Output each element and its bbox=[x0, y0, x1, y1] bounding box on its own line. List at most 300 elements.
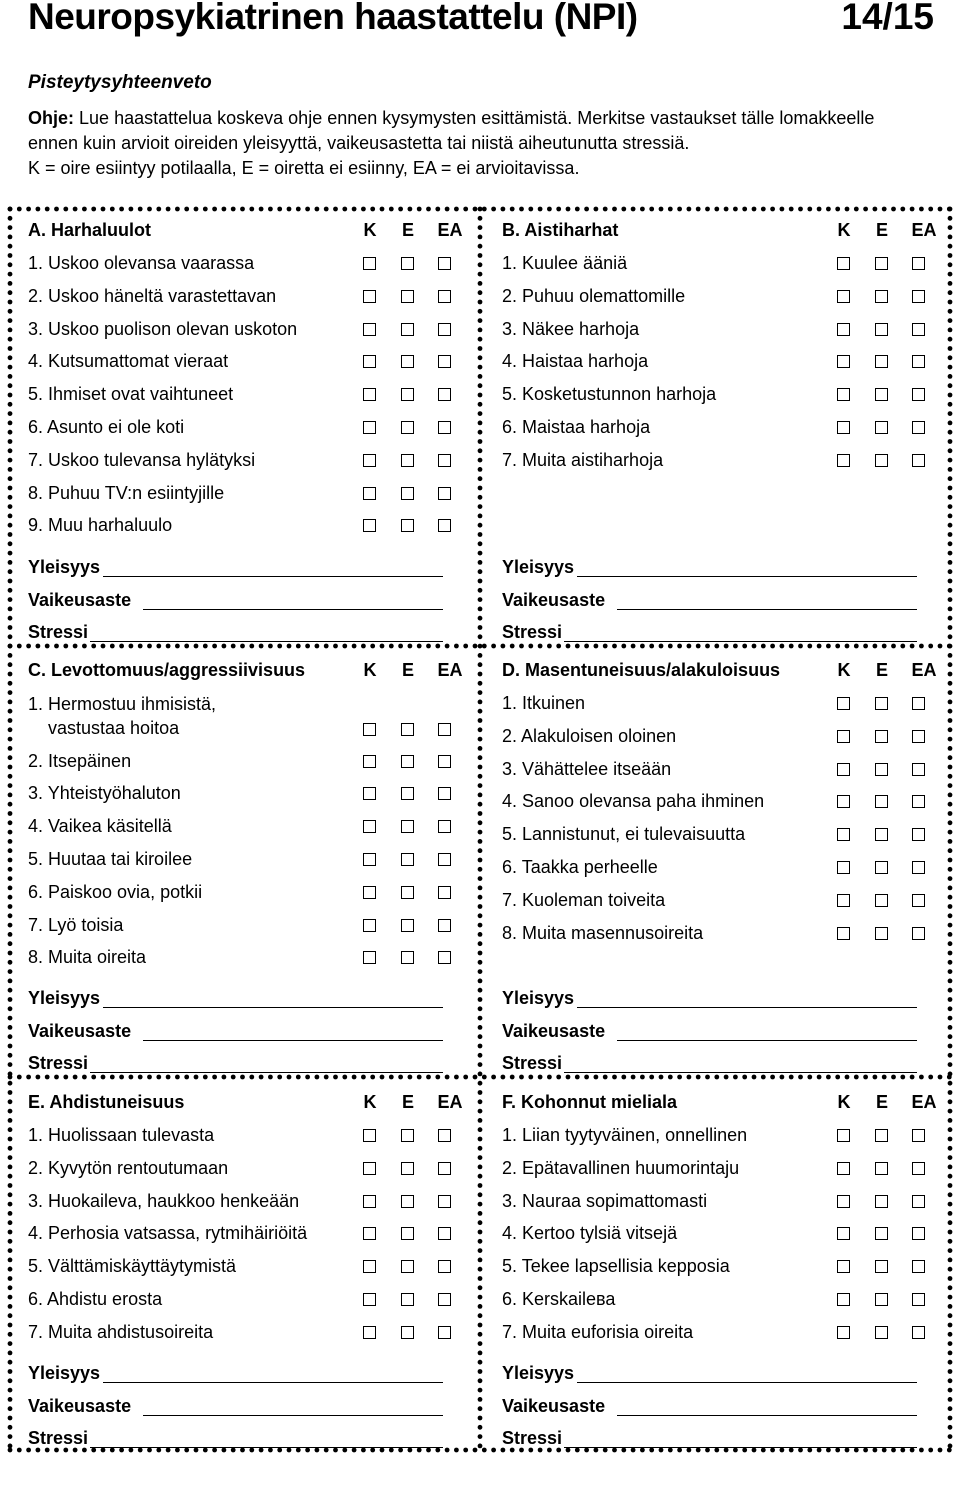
checkbox-e[interactable] bbox=[875, 828, 888, 841]
checkbox-e[interactable] bbox=[401, 820, 414, 833]
section-title: A. Harhaluulot bbox=[28, 220, 152, 240]
item-label: 5. Tekee lapsellisia kepposia bbox=[502, 1256, 730, 1277]
checkbox-e[interactable] bbox=[875, 355, 888, 368]
checkbox-k[interactable] bbox=[363, 755, 376, 768]
checkbox-e[interactable] bbox=[875, 894, 888, 907]
checkbox-e[interactable] bbox=[401, 1293, 414, 1306]
list-item bbox=[502, 1222, 932, 1248]
column-header-ea: EA bbox=[437, 220, 463, 240]
column-header-e: E bbox=[875, 220, 888, 240]
checkbox-ea[interactable] bbox=[438, 755, 451, 768]
checkbox-k[interactable] bbox=[363, 257, 376, 270]
checkbox-e[interactable] bbox=[875, 1129, 888, 1142]
item-label: 7. Muita euforisia oireita bbox=[502, 1321, 694, 1342]
checkbox-ea[interactable] bbox=[912, 388, 925, 401]
item-label: 8. Puhuu TV:n esiintyjille bbox=[28, 482, 225, 503]
item-label: 2. Alakuloisen oloinen bbox=[502, 725, 677, 746]
checkbox-ea[interactable] bbox=[438, 1129, 451, 1142]
checkbox-k[interactable] bbox=[363, 355, 376, 368]
checkbox-e[interactable] bbox=[401, 1195, 414, 1208]
checkbox-e[interactable] bbox=[875, 1227, 888, 1240]
checkbox-k[interactable] bbox=[837, 1195, 850, 1208]
item-label: 4. Sanoo olevansa paha ihminen bbox=[502, 791, 765, 812]
item-label: 1. Kuulee ääniä bbox=[502, 253, 628, 273]
checkbox-ea[interactable] bbox=[438, 257, 451, 270]
item-label: 6. Paiskoo ovia, potkii bbox=[28, 881, 203, 902]
rating-label: Yleisyys bbox=[502, 1363, 575, 1383]
item-label: 5. Huutaa tai kiroilee bbox=[28, 848, 193, 869]
checkbox-ea[interactable] bbox=[912, 257, 925, 270]
checkbox-ea[interactable] bbox=[438, 1260, 451, 1273]
rating-label: Vaikeusaste bbox=[28, 1020, 132, 1041]
rating-input-line[interactable] bbox=[564, 1072, 917, 1073]
checkbox-k[interactable] bbox=[837, 1227, 850, 1240]
checkbox-k[interactable] bbox=[363, 787, 376, 800]
list-item bbox=[502, 856, 932, 882]
rating-label: Yleisyys bbox=[28, 557, 101, 577]
list-item bbox=[502, 449, 932, 475]
rating-label: Vaikeusaste bbox=[502, 1020, 606, 1041]
checkbox-ea[interactable] bbox=[438, 487, 451, 500]
rating-severity bbox=[28, 590, 448, 616]
item-label: 6. Taakka perheelle bbox=[502, 857, 658, 877]
checkbox-e[interactable] bbox=[401, 454, 414, 467]
rating-input-line[interactable] bbox=[577, 576, 917, 577]
item-label: 1. Huolissaan tulevasta bbox=[28, 1125, 215, 1145]
section-title: B. Aistiharhat bbox=[502, 220, 619, 240]
rating-input-line[interactable] bbox=[103, 1007, 443, 1008]
checkbox-e[interactable] bbox=[875, 1293, 888, 1306]
rating-input-line[interactable] bbox=[90, 1447, 443, 1448]
checkbox-e[interactable] bbox=[875, 1326, 888, 1339]
column-header-e: E bbox=[401, 1092, 414, 1112]
checkbox-e[interactable] bbox=[875, 1162, 888, 1175]
rating-stress bbox=[502, 1053, 922, 1079]
item-label: 8. Muita oireita bbox=[28, 947, 147, 968]
rating-severity bbox=[28, 1396, 448, 1422]
checkbox-ea[interactable] bbox=[438, 1162, 451, 1175]
list-item bbox=[502, 1124, 932, 1150]
item-label: 7. Muita ahdistusoireita bbox=[28, 1321, 214, 1342]
checkbox-e[interactable] bbox=[401, 755, 414, 768]
rating-label: Vaikeusaste bbox=[502, 589, 606, 610]
checkbox-e[interactable] bbox=[401, 787, 414, 800]
section-a bbox=[28, 220, 463, 642]
item-label-line-1: 1. Hermostuu ihmisistä, bbox=[28, 694, 217, 714]
checkbox-ea[interactable] bbox=[912, 927, 925, 940]
checkbox-k[interactable] bbox=[837, 290, 850, 303]
rating-label: Vaikeusaste bbox=[502, 1395, 606, 1416]
checkbox-e[interactable] bbox=[875, 454, 888, 467]
checkbox-ea[interactable] bbox=[438, 787, 451, 800]
list-item bbox=[28, 482, 458, 508]
list-item bbox=[502, 1157, 932, 1183]
checkbox-k[interactable] bbox=[837, 1326, 850, 1339]
checkbox-k[interactable] bbox=[837, 894, 850, 907]
item-label: 3. Näkee harhoja bbox=[502, 318, 640, 339]
checkbox-e[interactable] bbox=[401, 1326, 414, 1339]
item-label: 5. Ihmiset ovat vaihtuneet bbox=[28, 384, 234, 405]
checkbox-k[interactable] bbox=[837, 861, 850, 874]
list-item bbox=[502, 889, 932, 915]
list-item bbox=[28, 514, 458, 540]
checkbox-ea[interactable] bbox=[912, 1162, 925, 1175]
instructions-line-3: K = oire esiintyy potilaalla, E = oiretta ei esiinny, EA = ei arvioitavissa. bbox=[28, 158, 580, 178]
rating-input-line[interactable] bbox=[143, 1040, 443, 1041]
checkbox-k[interactable] bbox=[363, 1162, 376, 1175]
checkbox-e[interactable] bbox=[875, 323, 888, 336]
item-label: 7. Uskoo tulevansa hylätyksi bbox=[28, 449, 256, 470]
checkbox-k[interactable] bbox=[363, 1260, 376, 1273]
list-item bbox=[28, 815, 458, 841]
checkbox-e[interactable] bbox=[401, 886, 414, 899]
checkbox-e[interactable] bbox=[401, 519, 414, 532]
rating-severity bbox=[502, 1396, 922, 1422]
checkbox-k[interactable] bbox=[363, 723, 376, 736]
list-item bbox=[28, 252, 458, 278]
item-label: 2. Itsepäinen bbox=[28, 750, 132, 771]
checkbox-e[interactable] bbox=[875, 927, 888, 940]
checkbox-ea[interactable] bbox=[438, 919, 451, 932]
checkbox-ea[interactable] bbox=[912, 454, 925, 467]
checkbox-ea[interactable] bbox=[912, 861, 925, 874]
item-label: 3. Uskoo puolison olevan uskoton bbox=[28, 318, 298, 339]
column-header-k: K bbox=[363, 220, 377, 240]
rating-severity bbox=[28, 1021, 448, 1047]
checkbox-k[interactable] bbox=[837, 795, 850, 808]
checkbox-k[interactable] bbox=[363, 1227, 376, 1240]
checkbox-ea[interactable] bbox=[912, 697, 925, 710]
checkbox-ea[interactable] bbox=[438, 723, 451, 736]
checkbox-e[interactable] bbox=[401, 1129, 414, 1142]
checkbox-ea[interactable] bbox=[912, 795, 925, 808]
checkbox-ea[interactable] bbox=[912, 1260, 925, 1273]
checkbox-k[interactable] bbox=[837, 730, 850, 743]
checkbox-e[interactable] bbox=[875, 861, 888, 874]
checkbox-k[interactable] bbox=[363, 1129, 376, 1142]
checkbox-ea[interactable] bbox=[438, 853, 451, 866]
list-item bbox=[28, 1255, 458, 1281]
list-item bbox=[28, 848, 458, 874]
rating-input-line[interactable] bbox=[143, 1415, 443, 1416]
item-label: 4. Haistaa harhoja bbox=[502, 351, 649, 372]
checkbox-k[interactable] bbox=[363, 919, 376, 932]
checkbox-ea[interactable] bbox=[912, 290, 925, 303]
checkbox-k[interactable] bbox=[363, 487, 376, 500]
rating-input-line[interactable] bbox=[103, 576, 443, 577]
instructions-line-2: ennen kuin arvioit oireiden yleisyyttä, vaikeusastetta tai niistä aiheutunutta stressiä. bbox=[28, 133, 690, 153]
checkbox-k[interactable] bbox=[837, 828, 850, 841]
column-header-e: E bbox=[875, 1092, 888, 1112]
checkbox-k[interactable] bbox=[837, 697, 850, 710]
list-item bbox=[28, 914, 458, 940]
checkbox-k[interactable] bbox=[363, 886, 376, 899]
item-label: 8. Muita masennusoireita bbox=[502, 922, 704, 943]
checkbox-k[interactable] bbox=[837, 454, 850, 467]
list-item bbox=[28, 782, 458, 808]
item-label: 3. Vähättelee itseään bbox=[502, 758, 672, 779]
item-label: 6. Kerskailева bbox=[502, 1289, 616, 1309]
checkbox-ea[interactable] bbox=[912, 355, 925, 368]
page-header bbox=[28, 0, 938, 50]
list-item bbox=[28, 1288, 458, 1314]
item-label-line-2: vastustaa hoitoa bbox=[48, 718, 180, 738]
checkbox-k[interactable] bbox=[363, 1195, 376, 1208]
instructions-line-1: Lue haastattelua koskeva ohje ennen kysymysten esittämistä. Merkitse vastaukset tälle lomakkeelle bbox=[79, 108, 875, 128]
checkbox-e[interactable] bbox=[401, 487, 414, 500]
checkbox-e[interactable] bbox=[875, 730, 888, 743]
checkbox-e[interactable] bbox=[875, 1260, 888, 1273]
checkbox-k[interactable] bbox=[837, 421, 850, 434]
page-subtitle: Pisteytysyhteenveto bbox=[28, 72, 212, 93]
checkbox-k[interactable] bbox=[837, 355, 850, 368]
list-item bbox=[28, 318, 458, 344]
column-header-ea: EA bbox=[437, 660, 463, 680]
item-label: 9. Muu harhaluulo bbox=[28, 515, 173, 536]
rating-stress bbox=[502, 622, 922, 648]
rating-label: Yleisyys bbox=[502, 557, 575, 577]
list-item bbox=[502, 383, 932, 409]
checkbox-ea[interactable] bbox=[438, 1293, 451, 1306]
checkbox-ea[interactable] bbox=[438, 886, 451, 899]
item-label: 2. Puhuu olemattomille bbox=[502, 285, 686, 306]
item-label: 4. Perhosia vatsassa, rytmihäiriöitä bbox=[28, 1223, 308, 1244]
rating-frequency bbox=[502, 988, 922, 1014]
rating-severity bbox=[502, 590, 922, 616]
checkbox-k[interactable] bbox=[363, 290, 376, 303]
checkbox-ea[interactable] bbox=[438, 388, 451, 401]
checkbox-ea[interactable] bbox=[912, 894, 925, 907]
rating-label: Stressi bbox=[502, 1053, 563, 1073]
item-label: 5. Välttämiskäyttäytymistä bbox=[28, 1256, 237, 1277]
checkbox-ea[interactable] bbox=[912, 323, 925, 336]
rating-label: Yleisyys bbox=[502, 988, 575, 1008]
list-item bbox=[502, 1321, 932, 1347]
rating-stress bbox=[28, 622, 448, 648]
item-label: 7. Muita aistiharhoja bbox=[502, 449, 664, 470]
rating-label: Stressi bbox=[502, 622, 563, 642]
rating-input-line[interactable] bbox=[577, 1382, 917, 1383]
rating-stress bbox=[502, 1428, 922, 1454]
list-item bbox=[502, 725, 932, 751]
checkbox-e[interactable] bbox=[401, 1260, 414, 1273]
column-header-ea: EA bbox=[437, 1092, 463, 1112]
checkbox-ea[interactable] bbox=[912, 1227, 925, 1240]
checkbox-k[interactable] bbox=[363, 951, 376, 964]
list-item bbox=[28, 350, 458, 376]
rating-input-line[interactable] bbox=[564, 641, 917, 642]
checkbox-e[interactable] bbox=[401, 257, 414, 270]
checkbox-e[interactable] bbox=[875, 290, 888, 303]
checkbox-ea[interactable] bbox=[912, 1293, 925, 1306]
checkbox-k[interactable] bbox=[363, 388, 376, 401]
item-label: 4. Kutsumattomat vieraat bbox=[28, 351, 229, 372]
checkbox-ea[interactable] bbox=[912, 1129, 925, 1142]
checkbox-ea[interactable] bbox=[912, 763, 925, 776]
checkbox-e[interactable] bbox=[875, 763, 888, 776]
checkbox-ea[interactable] bbox=[438, 323, 451, 336]
rating-input-line[interactable] bbox=[617, 1415, 917, 1416]
item-label: 4. Kertoo tylsiä vitsejä bbox=[502, 1223, 678, 1244]
checkbox-k[interactable] bbox=[363, 853, 376, 866]
list-item bbox=[502, 318, 932, 344]
checkbox-ea[interactable] bbox=[438, 355, 451, 368]
list-item bbox=[28, 1157, 458, 1183]
checkbox-k[interactable] bbox=[837, 1260, 850, 1273]
list-item bbox=[28, 449, 458, 475]
checkbox-ea[interactable] bbox=[438, 454, 451, 467]
rating-frequency bbox=[502, 1363, 922, 1389]
checkbox-e[interactable] bbox=[401, 290, 414, 303]
list-item bbox=[28, 1222, 458, 1248]
list-item bbox=[502, 350, 932, 376]
checkbox-k[interactable] bbox=[363, 421, 376, 434]
rating-label: Yleisyys bbox=[28, 988, 101, 1008]
rating-frequency bbox=[28, 988, 448, 1014]
item-label: 5. Lannistunut, ei tulevaisuutta bbox=[502, 824, 746, 845]
checkbox-e[interactable] bbox=[401, 388, 414, 401]
checkbox-ea[interactable] bbox=[438, 1326, 451, 1339]
checkbox-e[interactable] bbox=[875, 697, 888, 710]
list-item bbox=[28, 946, 458, 972]
item-label: 6. Ahdistu erosta bbox=[28, 1289, 163, 1309]
checkbox-e[interactable] bbox=[401, 421, 414, 434]
checkbox-e[interactable] bbox=[401, 323, 414, 336]
list-item bbox=[28, 416, 458, 442]
rating-input-line[interactable] bbox=[617, 609, 917, 610]
page-title: Neuropsykiatrinen haastattelu (NPI) bbox=[28, 0, 638, 37]
section-c bbox=[28, 660, 463, 1080]
list-item bbox=[502, 758, 932, 784]
rating-frequency bbox=[502, 557, 922, 583]
section-title: E. Ahdistuneisuus bbox=[28, 1092, 185, 1112]
checkbox-e[interactable] bbox=[875, 388, 888, 401]
column-header-k: K bbox=[363, 1092, 377, 1112]
checkbox-k[interactable] bbox=[837, 388, 850, 401]
checkbox-e[interactable] bbox=[875, 1195, 888, 1208]
checkbox-e[interactable] bbox=[875, 257, 888, 270]
checkbox-k[interactable] bbox=[837, 257, 850, 270]
item-label: 5. Kosketustunnon harhoja bbox=[502, 384, 717, 405]
checkbox-e[interactable] bbox=[875, 795, 888, 808]
checkbox-k[interactable] bbox=[363, 323, 376, 336]
list-item bbox=[502, 252, 932, 278]
checkbox-k[interactable] bbox=[837, 927, 850, 940]
rating-frequency bbox=[28, 1363, 448, 1389]
checkbox-e[interactable] bbox=[875, 421, 888, 434]
section-title: D. Masentuneisuus/alakuloisuus bbox=[502, 660, 781, 680]
checkbox-ea[interactable] bbox=[912, 828, 925, 841]
checkbox-k[interactable] bbox=[837, 1293, 850, 1306]
checkbox-ea[interactable] bbox=[438, 1195, 451, 1208]
rating-input-line[interactable] bbox=[103, 1382, 443, 1383]
rating-label: Stressi bbox=[28, 622, 89, 642]
item-label: 7. Lyö toisia bbox=[28, 914, 124, 935]
section-e bbox=[28, 1092, 463, 1512]
checkbox-k[interactable] bbox=[363, 1293, 376, 1306]
instructions bbox=[28, 106, 938, 181]
item-label: 4. Vaikea käsitellä bbox=[28, 816, 172, 837]
rating-stress bbox=[28, 1428, 448, 1454]
checkbox-ea[interactable] bbox=[438, 951, 451, 964]
checkbox-k[interactable] bbox=[363, 519, 376, 532]
item-label: 1. Liian tyytyväinen, onnellinen bbox=[502, 1125, 748, 1145]
list-item bbox=[502, 416, 932, 442]
item-label: 1. Itkuinen bbox=[502, 693, 586, 713]
rating-label: Vaikeusaste bbox=[28, 1395, 132, 1416]
item-label bbox=[28, 692, 328, 740]
item-label: 2. Epätavallinen huumorintaju bbox=[502, 1157, 740, 1178]
column-header-e: E bbox=[401, 220, 414, 240]
checkbox-ea[interactable] bbox=[438, 1227, 451, 1240]
checkbox-e[interactable] bbox=[401, 723, 414, 736]
checkbox-e[interactable] bbox=[401, 1162, 414, 1175]
rating-severity bbox=[502, 1021, 922, 1047]
checkbox-k[interactable] bbox=[837, 763, 850, 776]
list-item bbox=[28, 285, 458, 311]
rating-input-line[interactable] bbox=[617, 1040, 917, 1041]
checkbox-k[interactable] bbox=[837, 1129, 850, 1142]
rating-input-line[interactable] bbox=[143, 609, 443, 610]
column-header-k: K bbox=[837, 220, 851, 240]
checkbox-k[interactable] bbox=[837, 1162, 850, 1175]
checkbox-ea[interactable] bbox=[438, 421, 451, 434]
rating-input-line[interactable] bbox=[90, 641, 443, 642]
checkbox-ea[interactable] bbox=[438, 519, 451, 532]
checkbox-ea[interactable] bbox=[438, 290, 451, 303]
column-header-k: K bbox=[837, 660, 851, 680]
checkbox-e[interactable] bbox=[401, 1227, 414, 1240]
column-header-k: K bbox=[837, 1092, 851, 1112]
list-item bbox=[502, 1190, 932, 1216]
rating-input-line[interactable] bbox=[577, 1007, 917, 1008]
item-label: 3. Yhteistyöhaluton bbox=[28, 783, 181, 804]
item-label: 3. Huokaileva, haukkoo henkeään bbox=[28, 1190, 300, 1211]
rating-label: Stressi bbox=[502, 1428, 563, 1448]
list-item bbox=[502, 285, 932, 311]
checkbox-e[interactable] bbox=[401, 919, 414, 932]
instructions-label: Ohje: bbox=[28, 108, 75, 128]
checkbox-k[interactable] bbox=[363, 1326, 376, 1339]
checkbox-k[interactable] bbox=[363, 454, 376, 467]
checkbox-k[interactable] bbox=[363, 820, 376, 833]
checkbox-ea[interactable] bbox=[912, 1326, 925, 1339]
rating-input-line[interactable] bbox=[90, 1072, 443, 1073]
checkbox-ea[interactable] bbox=[912, 1195, 925, 1208]
item-label: 2. Kyvytön rentoutumaan bbox=[28, 1157, 229, 1178]
section-d bbox=[502, 660, 937, 1080]
rating-input-line[interactable] bbox=[564, 1447, 917, 1448]
checkbox-e[interactable] bbox=[401, 951, 414, 964]
checkbox-e[interactable] bbox=[401, 355, 414, 368]
checkbox-ea[interactable] bbox=[912, 730, 925, 743]
list-item bbox=[502, 1288, 932, 1314]
checkbox-ea[interactable] bbox=[438, 820, 451, 833]
list-item bbox=[28, 1124, 458, 1150]
list-item bbox=[502, 1255, 932, 1281]
list-item bbox=[28, 750, 458, 776]
checkbox-ea[interactable] bbox=[912, 421, 925, 434]
page-number: 14/15 bbox=[841, 0, 934, 37]
section-f bbox=[502, 1092, 937, 1512]
checkbox-k[interactable] bbox=[837, 323, 850, 336]
column-header-k: K bbox=[363, 660, 377, 680]
list-item bbox=[28, 1190, 458, 1216]
list-item bbox=[28, 1321, 458, 1347]
checkbox-e[interactable] bbox=[401, 853, 414, 866]
item-label: 7. Kuoleman toiveita bbox=[502, 889, 666, 910]
item-label: 3. Nauraa sopimattomasti bbox=[502, 1190, 708, 1211]
